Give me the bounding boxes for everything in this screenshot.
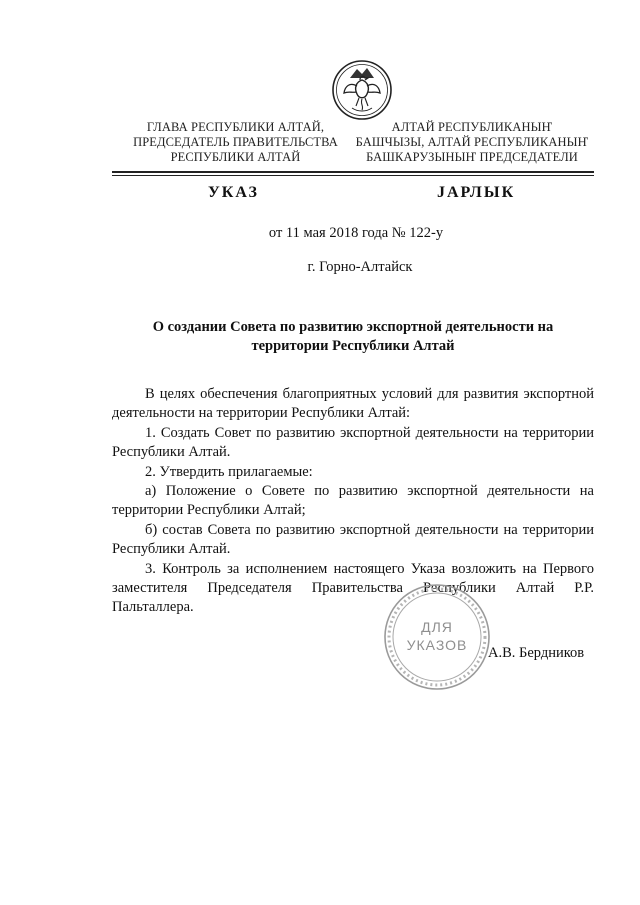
header-right-line: БАШКАРУЗЫНЫҤ ПРЕДСЕДАТЕЛИ xyxy=(366,150,578,164)
coat-of-arms-emblem xyxy=(330,58,394,122)
header-left-block xyxy=(118,120,353,165)
header-left-line: ПРЕДСЕДАТЕЛЬ ПРАВИТЕЛЬСТВА xyxy=(133,135,338,149)
body-paragraph: 1. Создать Совет по развитию экспортной деятельности на территории Республики Алтай. xyxy=(112,424,594,461)
header-left-line: ГЛАВА РЕСПУБЛИКИ АЛТАЙ, xyxy=(146,120,325,134)
body-paragraph: В целях обеспечения благоприятных условий для развития экспортной деятельности на территории Республики Алтай: xyxy=(112,386,594,422)
title-jarlyk: ЈАРЛЫК xyxy=(437,184,516,201)
header-left-line: РЕСПУБЛИКИ АЛТАЙ xyxy=(170,150,301,164)
signer-name: А.В. Бердников xyxy=(488,645,585,661)
header-right-line: БАШЧЫЗЫ, АЛТАЙ РЕСПУБЛИКАНЫҤ xyxy=(355,135,589,149)
document-city: г. Горно-Алтайск xyxy=(307,259,413,275)
heading-line: территории Республики Алтай xyxy=(251,338,455,354)
document-date-number: от 11 мая 2018 года № 122-у xyxy=(268,225,444,241)
body-paragraph: б) состав Совета по развитию экспортной деятельности на территории Республики Алтай. xyxy=(112,521,594,558)
body-paragraph: 3. Контроль за исполнением настоящего Указа возложить на Первого заместителя Председателя Правительства Республики Алтай Р.Р. Пальталлера. xyxy=(112,560,594,616)
official-stamp xyxy=(382,582,492,692)
header-right-line: АЛТАЙ РЕСПУБЛИКАНЫҤ xyxy=(391,120,553,134)
document-heading xyxy=(112,318,594,356)
header-right-block xyxy=(352,120,592,165)
header-divider-thick xyxy=(112,171,594,173)
stamp-line2: УКАЗОВ xyxy=(406,637,468,653)
body-paragraph: а) Положение о Совете по развитию экспортной деятельности на территории Республики Алтай; xyxy=(112,483,594,519)
header-divider-thin xyxy=(112,175,594,176)
body-paragraph: 2. Утвердить прилагаемые: xyxy=(145,463,313,480)
stamp-line1: ДЛЯ xyxy=(421,619,453,635)
document-body xyxy=(112,385,594,618)
heading-line: О создании Совета по развитию экспортной деятельности на xyxy=(152,319,554,335)
title-ukaz: УКАЗ xyxy=(208,184,259,201)
